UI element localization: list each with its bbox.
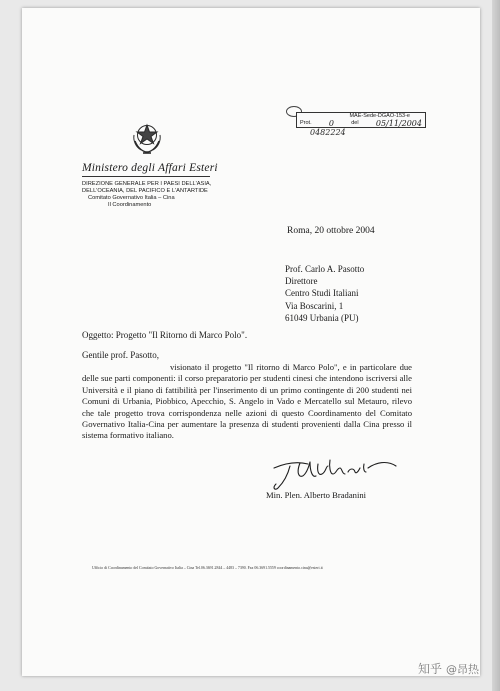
letter-date: Roma, 20 ottobre 2004 — [287, 226, 375, 236]
recipient-line: Direttore — [285, 276, 318, 287]
handwritten-protocol-number: 0482224 — [310, 128, 346, 137]
page-edge — [492, 0, 500, 691]
handwritten-signature — [270, 454, 400, 494]
protocol-stamp — [296, 112, 426, 128]
recipient-line: 61049 Urbania (PU) — [285, 312, 359, 323]
letterhead-rule — [82, 176, 210, 177]
italian-emblem-icon — [132, 121, 162, 155]
recipient-line: Prof. Carlo A. Pasotto — [285, 264, 365, 274]
ministry-title: Ministero degli Affari Esteri — [82, 162, 218, 174]
directorate-line: Comitato Governativo Italia – Cina — [88, 195, 175, 201]
letter-footer: Ufficio di Coordinamento del Comitato Governativo Italia – Cina Tel.06.3691.2844 – 4483 – 7390. Fax 06.3691.5559 coordinamento.cina@esteri.it — [92, 566, 323, 570]
directorate-block — [82, 181, 211, 209]
watermark-brand: 知乎 — [418, 662, 443, 676]
stamp-prot-label: Prot. — [300, 120, 312, 126]
stamp-prot-value: 0 — [328, 119, 334, 128]
stamp-protocol-row — [300, 120, 422, 127]
letter-page — [22, 8, 480, 676]
signer-name: Min. Plen. Alberto Bradanini — [266, 490, 367, 500]
letter-body-text: visionato il progetto "Il ritorno di Marco Polo", e in particolare due delle sue parti componenti: il corso preparatorio per studenti cinesi che intendono iscriversi alle Università e il piano di fattibilità per l'inserimento di un primo contingente di 200 studenti nei Comuni di Urbania, Piobbico, Apecchio, S. Angelo in Vado e Mercatello sul Metauro, rilevo che tale progetto trova corrispondenza nelle azioni di questo Coordinamento del Comitato Governativo Italia-Cina per aumentare la presenza di studenti provenienti dalla Cina presso il sistema formativo italiano. — [82, 362, 412, 441]
letter-subject: Oggetto: Progetto "Il Ritorno di Marco Polo". — [82, 330, 248, 340]
directorate-line: DIREZIONE GENERALE PER I PAESI DELL'ASIA, — [82, 181, 212, 187]
letter-salutation: Gentile prof. Pasotto, — [82, 350, 159, 360]
stamp-del-value: 05/11/2004 — [375, 119, 422, 128]
directorate-line: Il Coordinamento — [108, 202, 152, 208]
watermark-author: @昂热 — [446, 662, 480, 676]
stamp-del-label: del — [351, 120, 359, 126]
stamp-header: MAE-Sede-DGAO-153-e — [349, 113, 410, 119]
recipient-line: Via Boscarini, 1 — [285, 300, 344, 311]
letter-body — [82, 362, 412, 442]
directorate-line: DELL'OCEANIA, DEL PACIFICO E L'ANTARTIDE — [82, 188, 208, 194]
recipient-address — [285, 263, 364, 324]
source-watermark — [418, 660, 479, 677]
recipient-line: Centro Studi Italiani — [285, 288, 359, 299]
